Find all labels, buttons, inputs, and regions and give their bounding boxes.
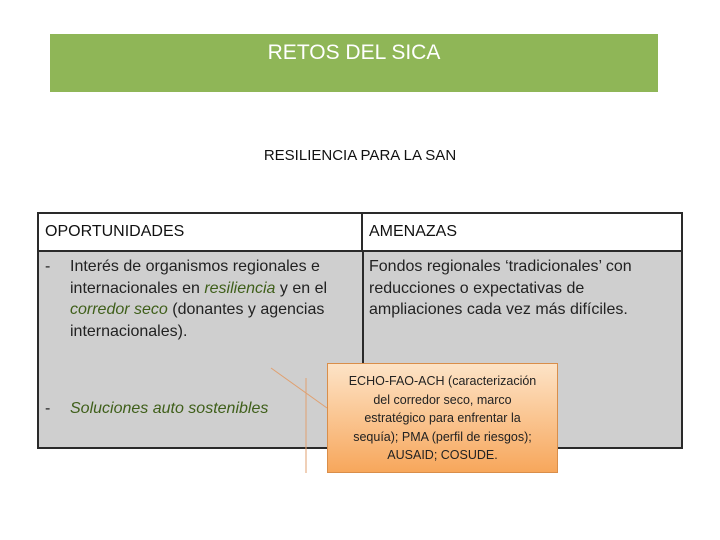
amenaza-item-1: Fondos regionales ‘tradicionales’ con reducciones o expectativas de ampliaciones cada vez más difíciles. (369, 258, 632, 318)
oportunidad-item-2-text: Soluciones auto sostenibles (70, 400, 269, 417)
oportunidad-em-corredor: corredor seco (70, 301, 168, 318)
oportunidad-em-resiliencia: resiliencia (204, 279, 276, 297)
oportunidad-text-c: (donantes y agencias internacionales). (70, 301, 325, 340)
callout-line-2: del corredor seco, marco (373, 392, 512, 407)
bullet-dash: - (45, 258, 51, 275)
oportunidad-text-b: y en el (275, 279, 328, 297)
bullet-dash: - (45, 400, 51, 417)
callout-pointer-diagonal (271, 368, 327, 408)
callout-line-1: ECHO-FAO-ACH (caracterización (348, 374, 537, 388)
callout-line-4: sequía); PMA (perfil de riesgos); (353, 429, 532, 444)
header-amenazas: AMENAZAS (363, 214, 681, 250)
oportunidad-text-a: Interés de organismos regionales e internacionales en (70, 258, 320, 297)
header-oportunidades: OPORTUNIDADES (39, 214, 363, 250)
callout-line-5: AUSAID; COSUDE. (387, 448, 498, 462)
callout-box (327, 363, 558, 473)
banner-title: RETOS DEL SICA (267, 41, 441, 64)
callout-line-3: estratégico para enfrentar la (364, 411, 521, 425)
section-subtitle: RESILIENCIA PARA LA SAN (263, 147, 457, 164)
